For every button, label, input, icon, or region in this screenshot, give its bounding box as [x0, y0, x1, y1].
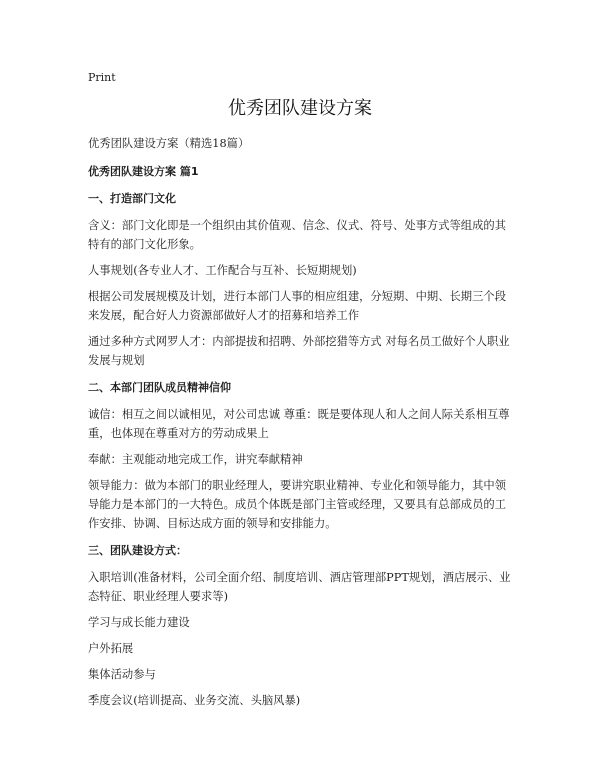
paragraph: 季度会议(培训提高、业务交流、头脑风暴) [88, 694, 301, 707]
heading-culture: 一、打造部门文化 [88, 192, 176, 205]
document-subtitle: 优秀团队建设方案（精选18篇） [88, 137, 250, 150]
paragraph: 奉献：主观能动地完成工作，讲究奉献精神 [88, 453, 303, 466]
paragraph: 入职培训(准备材料，公司全面介绍、制度培训、酒店管理部PPT规划，酒店展示、业态特征、职业经理人要求等) [88, 571, 511, 603]
document-body [88, 134, 516, 710]
paragraph: 学习与成长能力建设 [88, 616, 190, 629]
section-heading: 优秀团队建设方案 篇1 [88, 165, 199, 178]
paragraph: 通过多种方式网罗人才：内部提拔和招聘、外部挖猎等方式 对每名员工做好个人职业发展与规划 [88, 335, 510, 367]
paragraph: 人事规划(各专业人才、工作配合与互补、长短期规划) [88, 264, 357, 277]
paragraph: 领导能力：做为本部门的职业经理人，要讲究职业精神、专业化和领导能力，其中领导能力是本部门的一大特色。成员个体既是部门主管或经理，又要具有总部成员的工作安排、协调、目标达成方面的领导和安排能力。 [88, 479, 506, 530]
paragraph: 户外拓展 [88, 642, 134, 655]
paragraph: 根据公司发展规模及计划，进行本部门人事的相应组建，分短期、中期、长期三个段来发展，配合好人力资源部做好人才的招募和培养工作 [88, 290, 506, 322]
heading-beliefs: 二、本部门团队成员精神信仰 [88, 381, 231, 394]
paragraph: 诚信：相互之间以诚相见，对公司忠诚 尊重：既是要体现人和人之间人际关系相互尊重，也体现在尊重对方的劳动成果上 [88, 408, 510, 440]
paragraph: 集体活动参与 [88, 668, 156, 681]
print-link[interactable]: Print [88, 71, 116, 84]
heading-team-building: 三、团队建设方式： [88, 544, 187, 557]
page-title: 优秀团队建设方案 [228, 98, 372, 119]
paragraph: 含义：部门文化即是一个组织由其价值观、信念、仪式、符号、处事方式等组成的其特有的部门文化形象。 [88, 219, 506, 251]
